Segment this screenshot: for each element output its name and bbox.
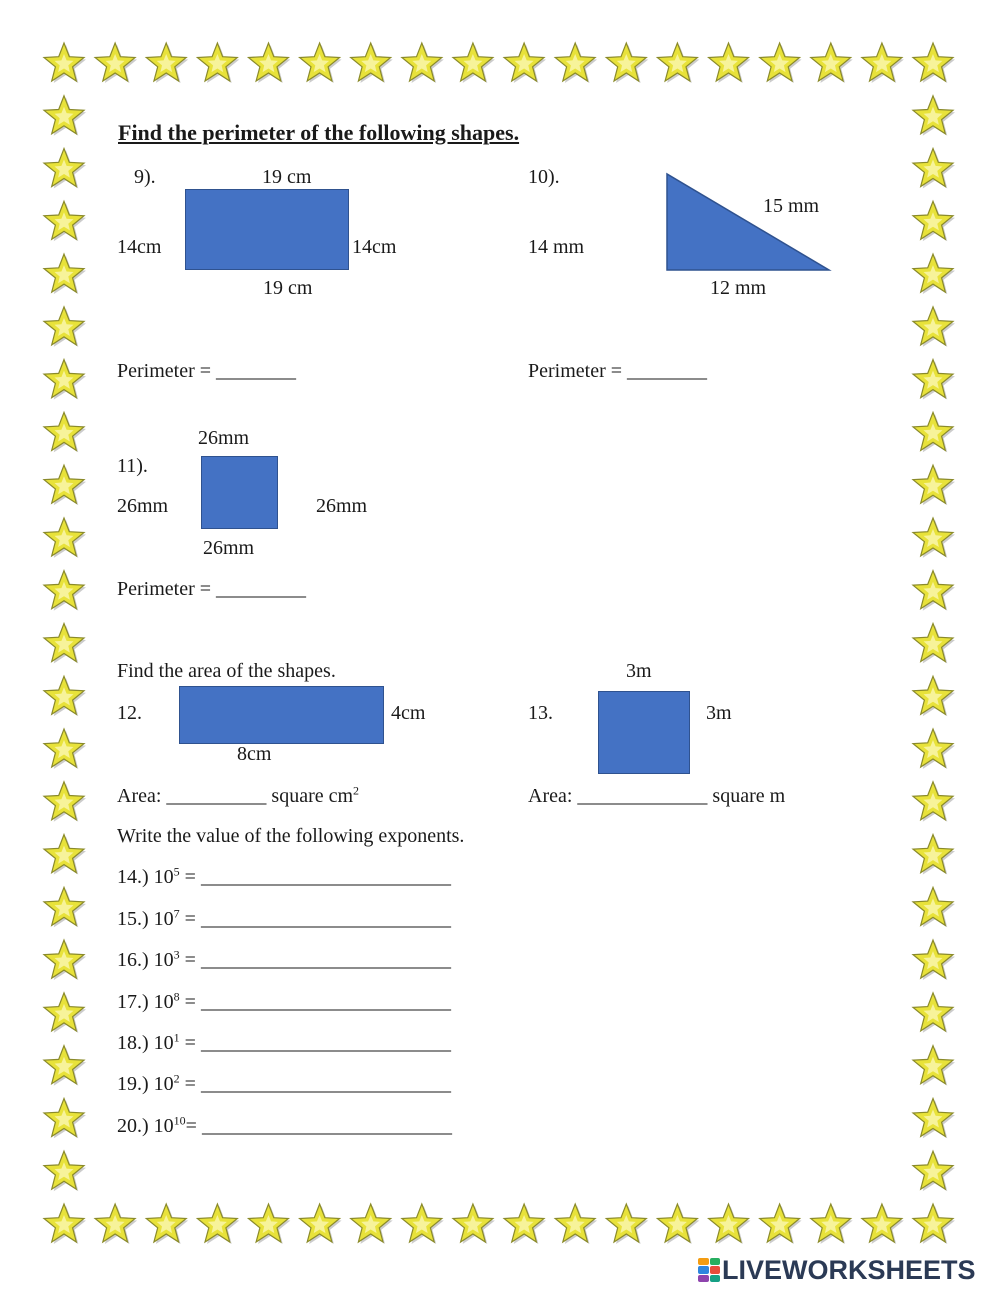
q9-answer: Perimeter = ________ [117, 360, 297, 382]
star-icon [453, 1204, 495, 1244]
star-icon [351, 43, 393, 83]
q12-bottom-label: 8cm [237, 743, 272, 765]
star-icon [44, 1151, 86, 1191]
star-icon [249, 43, 291, 83]
q9-left-label: 14cm [117, 236, 162, 258]
q10-number: 10). [528, 166, 560, 188]
star-icon [44, 993, 86, 1033]
q10-bottom-label: 12 mm [710, 277, 767, 299]
q9-number: 9). [134, 166, 156, 188]
star-icon [44, 43, 86, 83]
star-icon [913, 254, 955, 294]
star-icon [913, 782, 955, 822]
star-icon [95, 43, 137, 83]
q12-right-label: 4cm [391, 702, 426, 724]
exponent-row: 17.) $10^8$ = _________________________ [117, 989, 451, 1013]
star-icon [760, 1204, 802, 1244]
q11-right-label: 26mm [316, 495, 368, 517]
star-icon [913, 307, 955, 347]
star-icon [913, 729, 955, 769]
q13-right-label: 3m [706, 702, 732, 724]
star-icon [657, 1204, 699, 1244]
q12-rectangle [179, 686, 384, 744]
star-icon [44, 940, 86, 980]
star-icon [504, 43, 546, 83]
star-icon [913, 518, 955, 558]
star-icon [44, 676, 86, 716]
star-icon [811, 43, 853, 83]
logo-mark-icon [698, 1258, 720, 1282]
q9-top-label: 19 cm [262, 166, 312, 188]
star-icon [913, 887, 955, 927]
star-icon [146, 1204, 188, 1244]
star-icon [249, 1204, 291, 1244]
exponent-row: 15.) $10^7$ = _________________________ [117, 906, 451, 930]
q11-answer: Perimeter = _________ [117, 578, 307, 600]
star-icon [913, 1099, 955, 1139]
star-icon [606, 43, 648, 83]
star-icon [453, 43, 495, 83]
q13-number: 13. [528, 702, 553, 724]
star-icon [300, 43, 342, 83]
exponents-heading: Write the value of the following exponents. [117, 825, 465, 847]
star-icon [95, 1204, 137, 1244]
star-icon [913, 465, 955, 505]
star-icon [44, 1099, 86, 1139]
star-icon [862, 43, 904, 83]
q13-square [598, 691, 690, 774]
star-icon [300, 1204, 342, 1244]
star-icon [913, 43, 955, 83]
star-icon [657, 43, 699, 83]
q13-answer: Area: _____________ square m [528, 785, 786, 807]
star-icon [402, 43, 444, 83]
star-icon [913, 1204, 955, 1244]
star-icon [913, 940, 955, 980]
q9-right-label: 14cm [352, 236, 397, 258]
star-icon [913, 96, 955, 136]
star-icon [913, 1046, 955, 1086]
star-icon [709, 43, 751, 83]
star-icon [44, 360, 86, 400]
star-icon [44, 624, 86, 664]
star-icon [709, 1204, 751, 1244]
star-icon [44, 254, 86, 294]
star-icon [862, 1204, 904, 1244]
star-icon [555, 43, 597, 83]
star-icon [402, 1204, 444, 1244]
star-icon [555, 1204, 597, 1244]
q11-top-label: 26mm [198, 427, 250, 449]
exponent-row: 16.) $10^3$ = _________________________ [117, 947, 451, 971]
star-icon [197, 1204, 239, 1244]
star-icon [351, 1204, 393, 1244]
star-icon [504, 1204, 546, 1244]
star-icon [913, 676, 955, 716]
star-icon [44, 465, 86, 505]
star-icon [44, 201, 86, 241]
star-icon [197, 43, 239, 83]
q9-bottom-label: 19 cm [263, 277, 313, 299]
star-icon [44, 1204, 86, 1244]
q10-triangle [664, 172, 832, 274]
q12-number: 12. [117, 702, 142, 724]
star-icon [44, 729, 86, 769]
star-icon [44, 149, 86, 189]
star-icon [811, 1204, 853, 1244]
star-icon [146, 43, 188, 83]
exponent-row: 20.) $10^{10}=$ _________________________ [117, 1113, 452, 1137]
q12-answer: Area: __________ square $cm^2$ [117, 783, 360, 807]
star-icon [606, 1204, 648, 1244]
q10-answer: Perimeter = ________ [528, 360, 708, 382]
star-icon [44, 518, 86, 558]
star-icon [913, 835, 955, 875]
q10-left-label: 14 mm [528, 236, 585, 258]
star-icon [44, 96, 86, 136]
liveworksheets-logo[interactable] [698, 1256, 976, 1284]
q11-left-label: 26mm [117, 495, 169, 517]
exponent-row: 18.) $10^1$ = _________________________ [117, 1030, 451, 1054]
star-icon [760, 43, 802, 83]
star-icon [44, 1046, 86, 1086]
q11-square [201, 456, 278, 529]
star-icon [44, 782, 86, 822]
q11-bottom-label: 26mm [203, 537, 255, 559]
star-icon [913, 1151, 955, 1191]
star-icon [913, 993, 955, 1033]
logo-text: LIVEWORKSHEETS [722, 1254, 976, 1285]
q9-rectangle [185, 189, 349, 270]
exponent-row: 19.) $10^2$ = _________________________ [117, 1071, 451, 1095]
star-icon [913, 412, 955, 452]
q13-top-label: 3m [626, 660, 652, 682]
star-icon [44, 571, 86, 611]
star-icon [913, 360, 955, 400]
area-heading: Find the area of the shapes. [117, 660, 336, 682]
q10-hypotenuse-label: 15 mm [763, 195, 820, 217]
star-icon [44, 307, 86, 347]
star-icon [913, 624, 955, 664]
q11-number: 11). [117, 455, 148, 477]
star-icon [913, 571, 955, 611]
star-icon [44, 887, 86, 927]
star-icon [913, 201, 955, 241]
page-title: Find the perimeter of the following shapes. [118, 120, 520, 145]
star-icon [913, 149, 955, 189]
star-icon [44, 835, 86, 875]
star-icon [44, 412, 86, 452]
exponent-row: 14.) $10^5$ = _________________________ [117, 864, 451, 888]
